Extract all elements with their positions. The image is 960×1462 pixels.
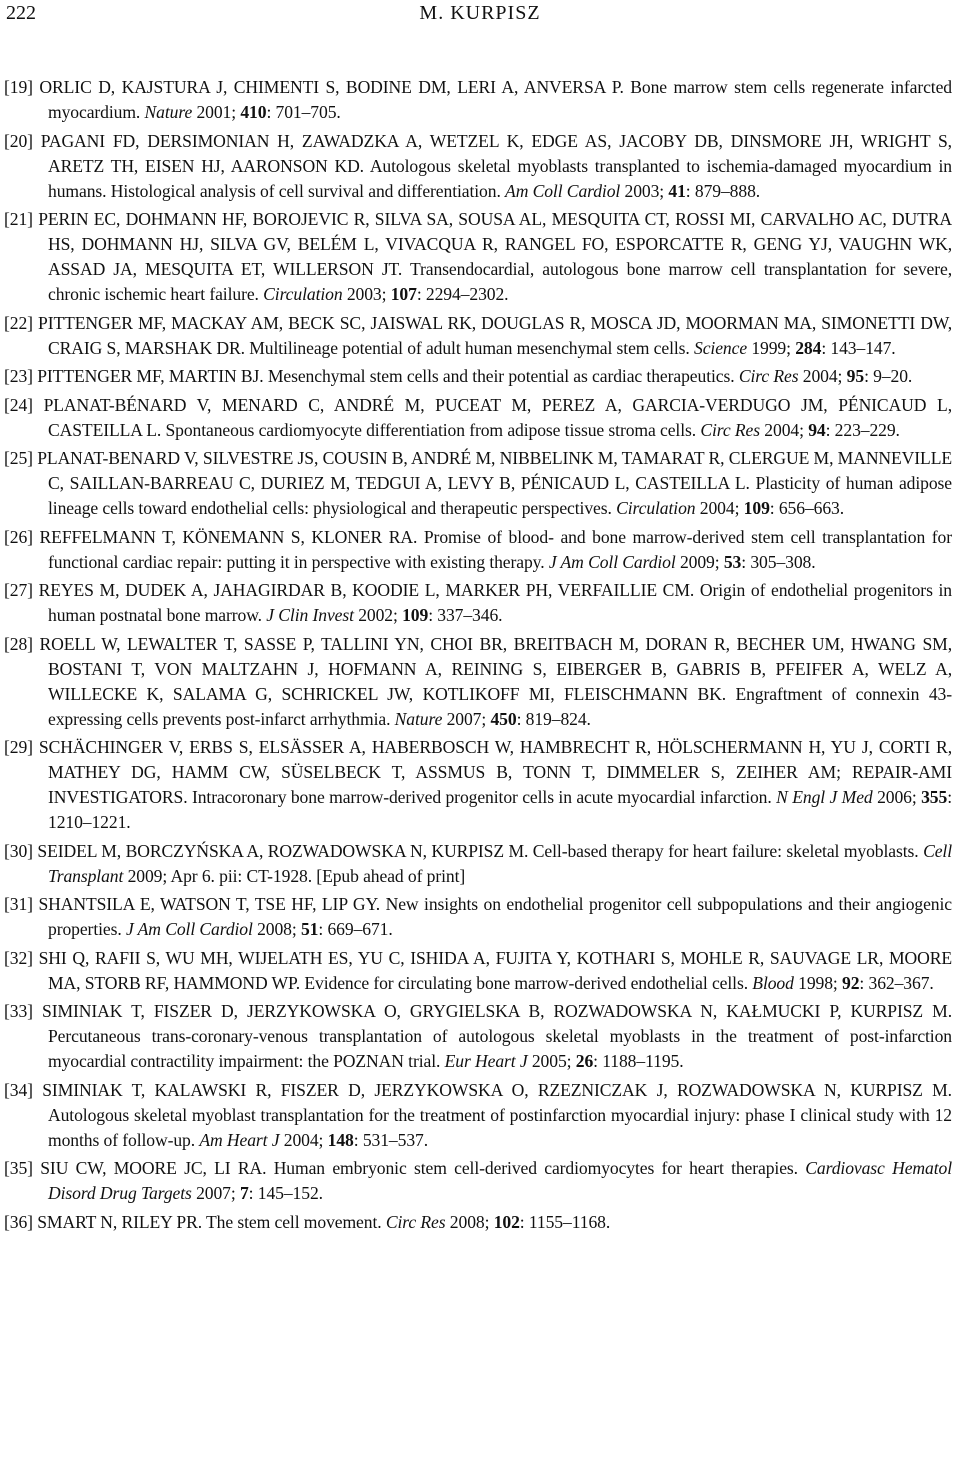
reference-year: 2008; — [252, 919, 301, 939]
reference-label: [36] — [4, 1211, 33, 1232]
reference-label: [26] — [4, 526, 33, 547]
reference-year: 2009; Apr 6. pii: CT-1928. [Epub ahead of print] — [123, 865, 466, 886]
reference-text: SEIDEL M, BORCZYŃSKA A, ROZWADOWSKA N, KURPISZ M. Cell-based therapy for heart failure: skeletal myoblasts. — [37, 840, 924, 861]
reference-volume: 450 — [490, 708, 517, 729]
reference-item — [4, 311, 952, 361]
reference-volume: 109 — [743, 498, 770, 518]
reference-label: [20] — [4, 130, 33, 151]
reference-journal: Nature — [394, 708, 443, 729]
reference-label: [22] — [4, 312, 33, 333]
reference-item — [4, 946, 952, 996]
reference-item — [4, 446, 952, 521]
reference-label: [23] — [4, 366, 33, 386]
reference-item — [4, 839, 952, 889]
reference-pages: : 362–367. — [859, 972, 934, 993]
reference-volume: 26 — [575, 1051, 594, 1071]
reference-journal: Circ Res — [738, 366, 799, 386]
reference-volume: 41 — [668, 180, 686, 201]
reference-label: [34] — [4, 1079, 33, 1100]
reference-text: SCHÄCHINGER V, ERBS S, ELSÄSSER A, HABERBOSCH W, HAMBRECHT R, HÖLSCHERMANN H, YU J, CORTI R, MATHEY DG, HAMM CW, SÜSELBECK T, ASSMUS B, TONN T, DIMMELER S, ZEIHER AM; REPAIR-AMI INVESTIGATORS. Intracoronary bone marrow-derived progenitor cells in acute myocardial infarction. — [38, 737, 952, 807]
reference-item — [4, 129, 952, 204]
reference-item — [4, 207, 952, 307]
reference-volume: 7 — [239, 1183, 249, 1203]
reference-year: 2007; — [442, 708, 491, 729]
reference-journal: Circulation — [616, 498, 696, 518]
reference-year: 2003; — [620, 180, 669, 201]
reference-pages: : 879–888. — [685, 180, 761, 201]
reference-pages: : 1188–1195. — [593, 1051, 684, 1071]
reference-label: [24] — [4, 394, 33, 415]
reference-item — [4, 999, 952, 1074]
reference-text: REYES M, DUDEK A, JAHAGIRDAR B, KOODIE L, MARKER PH, VERFAILLIE CM. Origin of endothelial progenitors in human postnatal bone marrow. — [38, 580, 952, 625]
reference-volume: 109 — [402, 605, 429, 625]
reference-volume: 284 — [795, 337, 822, 358]
reference-journal: J Clin Invest — [266, 605, 354, 625]
reference-label: [32] — [4, 947, 33, 968]
reference-volume: 355 — [921, 787, 948, 807]
reference-label: [31] — [4, 894, 33, 914]
reference-item — [4, 632, 952, 732]
reference-label: [30] — [4, 840, 33, 861]
page-header — [0, 0, 960, 30]
reference-volume: 107 — [390, 284, 417, 304]
reference-pages: : 701–705. — [266, 102, 341, 122]
reference-pages: : 819–824. — [516, 708, 591, 729]
reference-text: PITTENGER MF, MACKAY AM, BECK SC, JAISWAL RK, DOUGLAS R, MOSCA JD, MOORMAN MA, SIMONETTI DW, CRAIG S, MARSHAK DR. Multilineage potential of adult human mesenchymal stem cells. — [38, 312, 952, 358]
reference-year: 2001; — [192, 102, 241, 122]
reference-item — [4, 1156, 952, 1206]
reference-journal: N Engl J Med — [776, 787, 873, 807]
reference-journal: J Am Coll Cardiol — [125, 919, 253, 939]
reference-label: [33] — [4, 1001, 33, 1021]
reference-item — [4, 578, 952, 628]
reference-pages: : 9–20. — [864, 366, 913, 386]
reference-year: 2004; — [760, 419, 809, 440]
reference-item — [4, 525, 952, 575]
reference-pages: : 145–152. — [248, 1183, 323, 1203]
reference-label: [28] — [4, 633, 33, 654]
reference-text: PAGANI FD, DERSIMONIAN H, ZAWADZKA A, WETZEL K, EDGE AS, JACOBY DB, DINSMORE JH, WRIGHT S, ARETZ TH, EISEN HJ, AARONSON KD. Autologous skeletal myoblasts transplanted to ischemia-damaged myocardium in humans. Histological analysis of cell survival and differentiation. — [40, 130, 952, 201]
reference-label: [35] — [4, 1158, 33, 1178]
reference-text: PLANAT-BÉNARD V, MENARD C, ANDRÉ M, PUCEAT M, PEREZ A, GARCIA-VERDUGO JM, PÉNICAUD L, CASTEILLA L. Spontaneous cardiomyocyte differentiation from adipose tissue stroma cells. — [43, 394, 952, 440]
reference-year: 1998; — [793, 972, 843, 993]
reference-year: 2005; — [527, 1051, 576, 1071]
reference-year: 2004; — [695, 498, 744, 518]
reference-pages: : 531–537. — [353, 1129, 429, 1150]
reference-item — [4, 735, 952, 835]
reference-year: 2003; — [342, 284, 391, 304]
reference-year: 2008; — [445, 1211, 494, 1232]
reference-journal: J Am Coll Cardiol — [548, 551, 676, 572]
reference-volume: 92 — [842, 972, 860, 993]
reference-volume: 95 — [846, 366, 865, 386]
reference-volume: 102 — [493, 1211, 520, 1232]
reference-pages: : 1155–1168. — [519, 1211, 611, 1232]
reference-journal: Blood — [752, 972, 794, 993]
reference-item — [4, 1210, 952, 1235]
reference-journal: Circulation — [263, 284, 343, 304]
reference-journal: Am Coll Cardiol — [505, 180, 621, 201]
reference-volume: 148 — [327, 1129, 354, 1150]
reference-item — [4, 75, 952, 125]
reference-journal: Circ Res — [700, 419, 760, 440]
reference-text: PLANAT-BENARD V, SILVESTRE JS, COUSIN B, ANDRÉ M, NIBBELINK M, TAMARAT R, CLERGUE M, MANNEVILLE C, SAILLAN-BARREAU C, DURIEZ M, TEDGUI A, LEVY B, PÉNICAUD L, CASTEILLA L. Plasticity of human adipose lineage cells toward endothelial cells: physiological and therapeutic perspectives. — [37, 448, 952, 518]
reference-volume: 410 — [240, 102, 267, 122]
reference-text: SIMINIAK T, KALAWSKI R, FISZER D, JERZYKOWSKA O, RZEZNICZAK J, ROZWADOWSKA N, KURPISZ M. Autologous skeletal myoblast transplantation for the treatment of postinfarction myocardial injury: phase I clinical study with 12 months of follow-up. — [42, 1079, 952, 1150]
reference-pages: : 223–229. — [825, 419, 900, 440]
reference-text: SHI Q, RAFII S, WU MH, WIJELATH ES, YU C, ISHIDA A, FUJITA Y, KOTHARI S, MOHLE R, SAUVAGE LR, MOORE MA, STORB RF, HAMMOND WP. Evidence for circulating bone marrow-derived endothelial cells. — [38, 947, 952, 993]
reference-label: [21] — [4, 209, 33, 229]
reference-journal: Am Heart J — [199, 1129, 280, 1150]
reference-journal: Circ Res — [385, 1211, 446, 1232]
reference-text: SMART N, RILEY PR. The stem cell movement. — [37, 1211, 386, 1232]
reference-pages: : 2294–2302. — [416, 284, 509, 304]
reference-year: 1999; — [747, 337, 796, 358]
reference-pages: : 669–671. — [318, 919, 393, 939]
reference-journal: Nature — [144, 102, 193, 122]
reference-pages: : 337–346. — [428, 605, 503, 625]
reference-text: SIU CW, MOORE JC, LI RA. Human embryonic stem cell-derived cardiomyocytes for heart therapies. — [40, 1158, 806, 1178]
reference-pages: : 1210–1221. — [48, 787, 952, 832]
reference-label: [29] — [4, 737, 33, 757]
reference-item — [4, 892, 952, 942]
reference-journal: Cardiovasc Hematol Disord Drug Targets — [48, 1158, 952, 1203]
reference-volume: 94 — [808, 419, 826, 440]
reference-text: PITTENGER MF, MARTIN BJ. Mesenchymal stem cells and their potential as cardiac therapeutics. — [37, 366, 739, 386]
reference-label: [19] — [4, 77, 33, 97]
reference-year: 2006; — [872, 787, 922, 807]
reference-journal: Cell Transplant — [48, 840, 952, 886]
reference-list — [4, 75, 952, 1238]
reference-journal: Eur Heart J — [444, 1051, 528, 1071]
reference-text: ROELL W, LEWALTER T, SASSE P, TALLINI YN, CHOI BR, BREITBACH M, DORAN R, BECHER UM, HWANG SM, BOSTANI T, VON MALTZAHN J, HOFMANN A, REINING S, EIBERGER B, GABRIS B, PFEIFER A, WELZ A, WILLECKE K, SALAMA G, SCHRICKEL JW, KOTLIKOFF MI, FLEISCHMANN BK. Engraftment of connexin 43-expressing cells prevents post-infarct arrhythmia. — [39, 633, 952, 729]
reference-item — [4, 393, 952, 443]
running-head: M. KURPISZ — [419, 2, 541, 24]
reference-text: REFFELMANN T, KÖNEMANN S, KLONER RA. Promise of blood- and bone marrow-derived stem cell transplantation for functional cardiac repair: putting it in perspective with existing therapy. — [39, 526, 952, 572]
reference-year: 2004; — [798, 366, 847, 386]
reference-volume: 53 — [723, 551, 742, 572]
reference-text: SHANTSILA E, WATSON T, TSE HF, LIP GY. New insights on endothelial progenitor cell subpopulations and their angiogenic properties. — [38, 894, 952, 939]
reference-journal: Science — [694, 337, 748, 358]
reference-year: 2007; — [191, 1183, 240, 1203]
page-number: 222 — [6, 2, 36, 24]
reference-year: 2004; — [279, 1129, 328, 1150]
reference-text: ORLIC D, KAJSTURA J, CHIMENTI S, BODINE DM, LERI A, ANVERSA P. Bone marrow stem cells regenerate infarcted myocardium. — [39, 77, 952, 122]
reference-text: PERIN EC, DOHMANN HF, BOROJEVIC R, SILVA SA, SOUSA AL, MESQUITA CT, ROSSI MI, CARVALHO AC, DUTRA HS, DOHMANN HJ, SILVA GV, BELÉM L, VIVACQUA R, RANGEL FO, ESPORCATTE R, GENG YJ, VAUGHN WK, ASSAD JA, MESQUITA ET, WILLERSON JT. Transendocardial, autologous bone marrow cell transplantation for severe, chronic ischemic heart failure. — [38, 209, 953, 304]
reference-pages: : 656–663. — [769, 498, 845, 518]
reference-pages: : 305–308. — [741, 551, 816, 572]
reference-pages: : 143–147. — [821, 337, 896, 358]
reference-item — [4, 1078, 952, 1153]
reference-label: [27] — [4, 580, 33, 600]
reference-item — [4, 364, 952, 389]
reference-year: 2002; — [353, 605, 403, 625]
reference-volume: 51 — [300, 919, 319, 939]
reference-label: [25] — [4, 448, 33, 468]
reference-year: 2009; — [675, 551, 724, 572]
reference-text: SIMINIAK T, FISZER D, JERZYKOWSKA O, GRYGIELSKA B, ROZWADOWSKA N, KAŁMUCKI P, KURPISZ M. Percutaneous trans-coronary-venous transplantation of autologous skeletal myoblasts in the treatment of post-infarction myocardial contractility impairment: the POZNAN trial. — [42, 1001, 952, 1071]
